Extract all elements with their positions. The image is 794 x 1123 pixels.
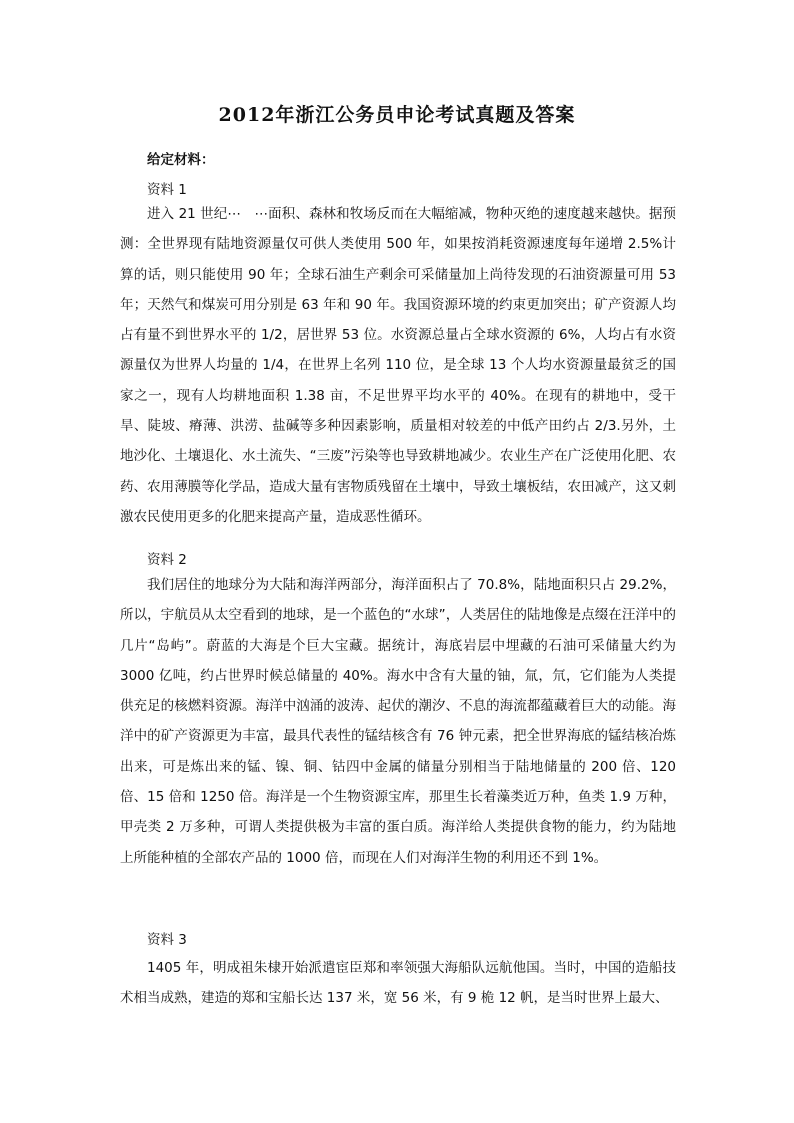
material-3-text: 1405 年，明成祖朱棣开始派遣宦臣郑和率领强大海船队远航他国。当时，中国的造船技术相当成熟，建造的郑和宝船长达 137 米，宽 56 米，有 9 桅 12 帆，是当时世界上最大、 xyxy=(120,960,676,1007)
document-title: 2012年浙江公务员申论考试真题及答案 xyxy=(218,104,576,126)
material-1-text: 进入 21 世纪⋯ ⋯面积、森林和牧场反而在大幅缩减，物种灭绝的速度越来越快。据预测：全世界现有陆地资源量仅可供人类使用 500 年，如果按消耗资源速度每年递增 2.5%计算的话，则只能使用 90 年；全球石油生产剩余可采储量加上尚待发现的石油资源量可用 53 年；天然气和煤炭可用分别是 63 年和 90 年。我国资源环境的约束更加突出；矿产资源人均占有量不到世界水平的 1/2，居世界 53 位。水资源总量占全球水资源的 6%，人均占有水资源量仅为世界人均量的 1/4，在世界上名列 110 位，是全球 13 个人均水资源量最贫乏的国家之一，现有人均耕地面积 1.38 亩，不足世界平均水平的 40%。在现有的耕地中，受干旱、陡坡、瘠薄、洪涝、盐碱等多种因素影响，质量相对较差的中低产田约占 2/3.另外，土地沙化、土壤退化、水土流失、“三废”污染等也导致耕地减少。农业生产在广泛使用化肥、农药、农用薄膜等化学品，造成大量有害物质残留在土壤中，导致土壤板结，农田减产，这又刺激农民使用更多的化肥来提高产量，造成恶性循环。 xyxy=(120,206,676,525)
material-2-text: 我们居住的地球分为大陆和海洋两部分，海洋面积占了 70.8%，陆地面积只占 29.2%，所以，宇航员从太空看到的地球，是一个蓝色的“水球”，人类居住的陆地像是点缀在汪洋中的几片“岛屿”。蔚蓝的大海是个巨大宝藏。据统计，海底岩层中埋藏的石油可采储量大约为 3000 亿吨，约占世界时候总储量的 40%。海水中含有大量的铀，氚，氘，它们能为人类提供充足的核燃料资源。海洋中汹涌的波涛、起伏的潮汐、不息的海流都蕴藏着巨大的动能。海洋中的矿产资源更为丰富，最具代表性的锰结核含有 76 钟元素，把全世界海底的锰结核冶炼出来，可是炼出来的锰、镍、铜、钴四中金属的储量分别相当于陆地储量的 200 倍、120 倍、15 倍和 1250 倍。海洋是一个生物资源宝库，那里生长着藻类近万种，鱼类 1.9 万种，甲壳类 2 万多种，可谓人类提供极为丰富的蛋白质。海洋给人类提供食物的能力，约为陆地上所能种植的全部农产品的 1000 倍，而现在人们对海洋生物的利用还不到 1%。 xyxy=(120,577,676,866)
material-1-label: 资料 1 xyxy=(147,182,187,198)
material-2-label: 资料 2 xyxy=(147,552,187,568)
material-3-label: 资料 3 xyxy=(147,932,187,948)
section-label: 给定材料： xyxy=(147,152,215,168)
